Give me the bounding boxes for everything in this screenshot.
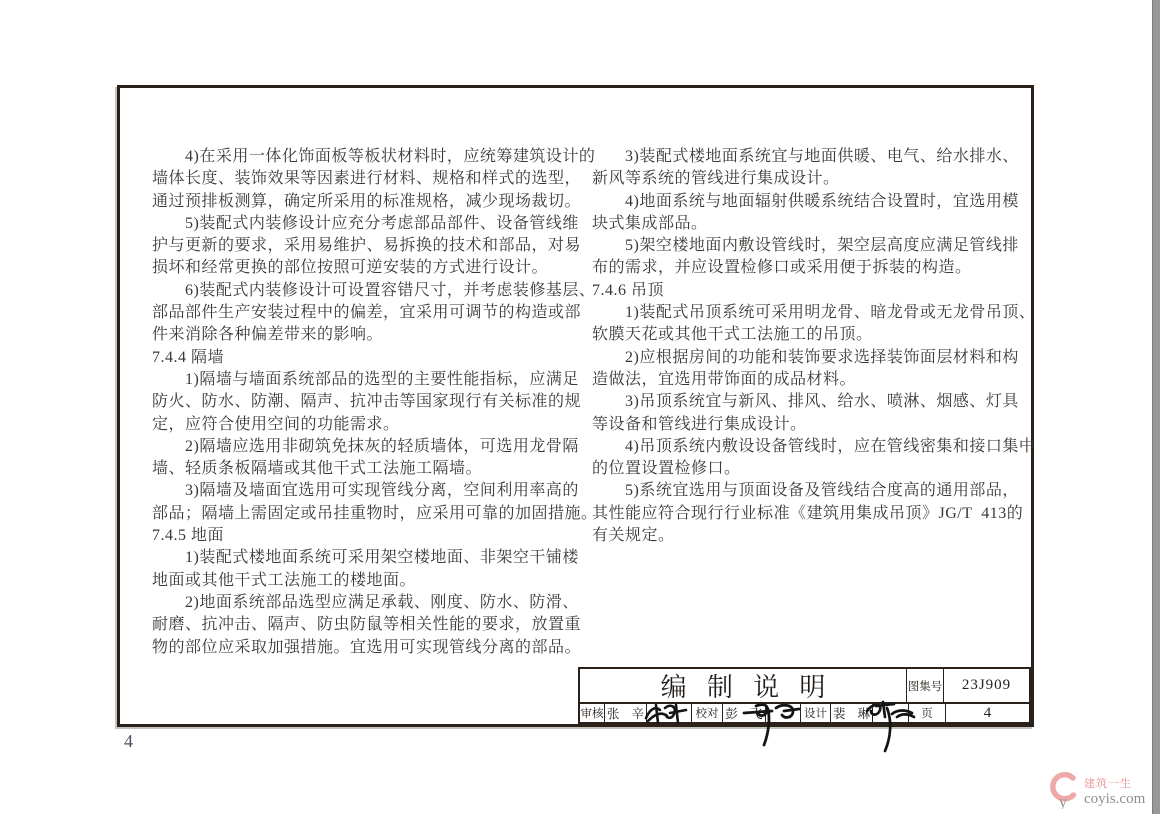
text-line: 2)隔墙应选用非砌筑免抹灰的轻质墙体，可选用龙骨隔 (152, 437, 579, 455)
text-line: 软膜天花或其他干式工法施工的吊顶。 (592, 326, 873, 344)
title-block-top-row (580, 669, 1029, 704)
page-label: 页 (909, 704, 946, 722)
text-line: 6)装配式内装修设计可设置容错尺寸，并考虑装修基层、 (152, 281, 596, 299)
coyis-logo-icon (1046, 771, 1080, 814)
text-line: 地面或其他干式工法施工的楼地面。 (152, 571, 417, 589)
title-block-bottom-row (580, 704, 1029, 722)
text-line: 的位置设置检修口。 (592, 460, 741, 478)
text-line: 3)隔墙及墙面宜选用可实现管线分离，空间利用率高的 (152, 482, 579, 500)
text-line: 造做法，宜选用带饰面的成品材料。 (592, 370, 857, 388)
svg-text:y: y (1059, 794, 1067, 809)
text-line: 2)地面系统部品选型应满足承载、刚度、防水、防滑、 (152, 593, 579, 611)
text-line: 5)系统宜选用与顶面设备及管线结合度高的通用部品， (592, 482, 1019, 500)
text-line: 布的需求，并应设置检修口或采用便于拆装的构造。 (592, 259, 972, 277)
text-line: 损坏和经常更换的部位按照可逆安装的方式进行设计。 (152, 259, 549, 277)
text-line: 4)地面系统与地面辐射供暖系统结合设置时，宜选用模 (592, 192, 1019, 210)
page-value: 4 (983, 704, 992, 721)
designer-signature-cell (873, 704, 909, 722)
corner-page-number: 4 (124, 731, 133, 751)
watermark-brand-cn: 建筑一生 (1084, 777, 1132, 790)
drawing-frame (117, 85, 1034, 727)
text-line: 墙、轻质条板隔墙或其他干式工法施工隔墙。 (152, 460, 483, 478)
text-line: 新风等系统的管线进行集成设计。 (592, 170, 840, 188)
text-line: 墙体长度、装饰效果等因素进行材料、规格和样式的选型， (152, 170, 582, 188)
text-line: 7.4.4 隔墙 (152, 348, 225, 366)
text-line: 1)隔墙与墙面系统部品的选型的主要性能指标，应满足 (152, 370, 579, 388)
reviewer-signature-cell (647, 704, 692, 722)
right-text-column (592, 146, 1036, 547)
text-line: 5)架空楼地面内敷设管线时，架空层高度应满足管线排 (592, 237, 1019, 255)
text-line: 其性能应符合现行行业标准《建筑用集成吊顶》JG/T 413的 (592, 504, 1024, 522)
reviewer-label: 审核 (580, 704, 605, 722)
text-line: 4)吊顶系统内敷设设备管线时，应在管线密集和接口集中 (592, 437, 1036, 455)
text-line: 7.4.5 地面 (152, 527, 225, 545)
text-line: 1)装配式楼地面系统可采用架空楼地面、非架空干铺楼 (152, 549, 579, 567)
text-line: 等设备和管线进行集成设计。 (592, 415, 807, 433)
checker-name: 彭 飞 (723, 704, 766, 722)
text-line: 4)在采用一体化饰面板等板状材料时，应统筹建筑设计的 (152, 148, 596, 165)
text-line: 物的部位应采取加强措施。宜选用可实现管线分离的部品。 (152, 638, 582, 656)
title-block (578, 667, 1031, 724)
text-line: 5)装配式内装修设计应充分考虑部品部件、设备管线维 (152, 214, 579, 232)
text-line: 有关规定。 (592, 527, 675, 545)
checker-signature-cell (766, 704, 801, 722)
text-line: 块式集成部品。 (592, 214, 708, 232)
atlas-number-value: 23J909 (961, 677, 1012, 693)
text-line: 防火、防水、防潮、隔声、抗冲击等国家现行有关标准的规 (152, 393, 582, 411)
right-edge-band (1152, 0, 1160, 814)
text-line: 1)装配式吊顶系统可采用明龙骨、暗龙骨或无龙骨吊顶、 (592, 304, 1036, 322)
text-line: 耐磨、抗冲击、隔声、防虫防鼠等相关性能的要求，放置重 (152, 616, 582, 634)
text-line: 护与更新的要求，采用易维护、易拆换的技术和部品，对易 (152, 237, 582, 255)
text-line: 通过预排板测算，确定所采用的标准规格，减少现场裁切。 (152, 192, 582, 210)
atlas-number-label: 图集号 (907, 669, 944, 702)
designer-label: 设计 (801, 704, 831, 722)
text-line: 3)吊顶系统宜与新风、排风、给水、喷淋、烟感、灯具 (592, 393, 1019, 411)
sheet-title: 编制说明 (580, 669, 907, 702)
watermark-domain: coyis.com (1084, 790, 1146, 807)
text-line: 定，应符合使用空间的功能需求。 (152, 415, 400, 433)
left-text-column (152, 146, 598, 659)
text-line: 7.4.6 吊顶 (592, 281, 665, 299)
text-line: 部品部件生产安装过程中的偏差，宜采用可调节的构造或部 (152, 304, 582, 322)
text-line: 3)装配式楼地面系统宜与地面供暖、电气、给水排水、 (592, 148, 1019, 165)
text-line: 部品；隔墙上需固定或吊挂重物时，应采用可靠的加固措施。 (152, 504, 598, 522)
checker-label: 校对 (692, 704, 723, 722)
designer-name: 裴 琳 (831, 704, 873, 722)
watermark (1046, 771, 1145, 814)
text-line: 件来消除各种偏差带来的影响。 (152, 326, 384, 344)
text-line: 2)应根据房间的功能和装饰要求选择装饰面层材料和构 (592, 348, 1019, 366)
reviewer-name: 张 辛 (605, 704, 647, 722)
